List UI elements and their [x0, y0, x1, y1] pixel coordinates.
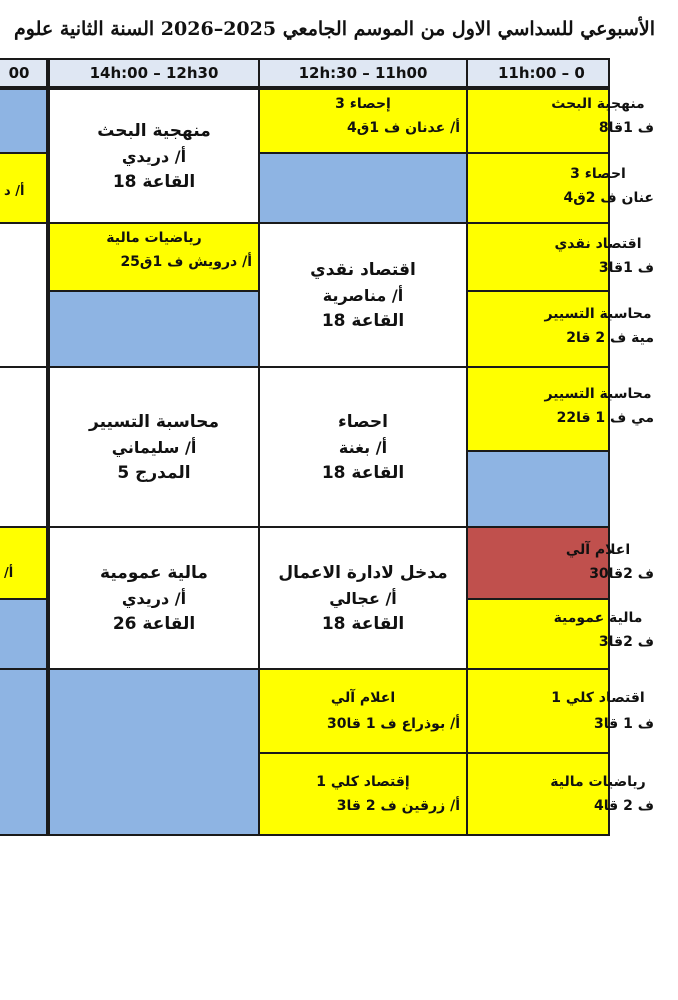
subject-label: رياضيات مالية — [106, 230, 202, 246]
detail-label: أ/ درويش ف 1ق25 — [120, 254, 252, 270]
subject-label: محاسبة التسيير — [89, 411, 219, 432]
detail-label: عنان ف 2ق4 — [563, 190, 654, 206]
slot-business-admin — [258, 526, 468, 670]
subject-label: مالية عمومية — [553, 610, 643, 626]
slot-col0-r1 — [0, 88, 48, 154]
slot-col3-computing — [466, 526, 654, 600]
slot-col0-r3 — [0, 222, 48, 368]
subject-label: منهجية البحث — [551, 96, 645, 112]
slot-public-finance — [48, 526, 260, 670]
subject-label: اعلام آلي — [330, 690, 396, 706]
subject-label: محاسبة التسيير — [544, 306, 652, 322]
slot-col0-r2: أ/ د — [0, 152, 48, 224]
header-col-14h-12h30: 14h:00 – 12h30 — [48, 58, 260, 88]
slot-col3-methodology — [466, 88, 654, 154]
detail-label: ف 2قا3 — [598, 634, 654, 650]
subject-label: احصاء — [338, 411, 388, 432]
header-col-12h30-11h: 12h:30 – 11h00 — [258, 58, 468, 88]
slot-financial-math — [48, 222, 260, 292]
room-label: القاعة 18 — [321, 462, 405, 483]
teacher-label: أ/ سليماني — [111, 437, 197, 457]
detail-label: ف 2 قا4 — [594, 798, 654, 814]
header-col-0: 00 — [0, 58, 48, 88]
subject-label: مدخل لادارة الاعمال — [278, 562, 448, 583]
room-label: القاعة 18 — [321, 310, 405, 331]
slot-col3-financial-math — [466, 752, 654, 836]
teacher-label: أ/ عجالي — [329, 588, 397, 608]
room-label: القاعة 18 — [112, 171, 196, 192]
slot-statistics-3 — [258, 88, 468, 154]
teacher-label: أ/ دريدي — [121, 588, 187, 608]
subject-label: اقتصاد كلي 1 — [551, 690, 645, 706]
room-label: القاعة 18 — [321, 613, 405, 634]
schedule-title — [0, 18, 656, 52]
detail-label: مي ف 1 قا22 — [556, 410, 654, 426]
subject-label: إحصاء 3 — [335, 96, 391, 112]
slot-macroeconomics-1 — [258, 752, 468, 836]
detail-label: ف 2قا30 — [589, 566, 654, 582]
detail-label: أ/ زرقين ف 2 قا3 — [336, 798, 460, 814]
subject-label: احصاء 3 — [570, 166, 626, 182]
subject-label: اعلام آلي — [565, 542, 631, 558]
subject-label: مالية عمومية — [100, 562, 208, 583]
teacher-label: أ/ مناصرية — [322, 285, 404, 305]
detail-label: ف 1 قا3 — [594, 716, 654, 732]
header-col-11h: 11h:00 – 0 — [466, 58, 610, 88]
room-label: المدرج 5 — [117, 462, 191, 483]
slot-col0-r5: أ/ — [0, 526, 48, 600]
slot-col3-monetary — [466, 222, 654, 292]
title-text: الأسبوعي للسداسي الاول من الموسم الجامعي 2025–2026 السنة الثانية علوم — [14, 18, 656, 40]
slot-col3-cost-accounting — [466, 290, 654, 368]
detail-label: أ/ بوذراع ف 1 قا30 — [327, 716, 460, 732]
detail-label: ف 1قا8 — [598, 120, 654, 136]
detail-label: ف 1قا3 — [598, 260, 654, 276]
slot-empty — [48, 668, 260, 836]
room-label: القاعة 26 — [112, 613, 196, 634]
teacher-label: أ/ دريدي — [121, 146, 187, 166]
subject-label: رياضيات مالية — [550, 774, 646, 790]
slot-col3-statistics-3 — [466, 152, 654, 224]
slot-col3-public-finance — [466, 598, 654, 670]
slot-col0-r4 — [0, 366, 48, 528]
teacher-label: أ/ بغنة — [338, 437, 388, 457]
slot-col0-r7 — [0, 668, 48, 836]
slot-cost-accounting — [48, 366, 260, 528]
slot-col0-r6 — [0, 598, 48, 670]
subject-label: محاسبة التسيير — [544, 386, 652, 402]
slot-col3-cost-accounting-2 — [466, 366, 654, 452]
slot-empty — [258, 152, 468, 224]
slot-statistics — [258, 366, 468, 528]
slot-methodology — [48, 88, 260, 224]
slot-col3-macroeconomics — [466, 668, 654, 754]
subject-label: إقتصاد كلي 1 — [316, 774, 410, 790]
slot-monetary-economics — [258, 222, 468, 368]
slot-computing — [258, 668, 468, 754]
slot-empty — [466, 450, 610, 528]
subject-label: اقتصاد نقدي — [554, 236, 642, 252]
subject-label: اقتصاد نقدي — [310, 259, 416, 280]
detail-label: أ/ عدنان ف 1ق4 — [347, 120, 460, 136]
slot-empty — [48, 290, 260, 368]
detail-label: مية ف 2 قا2 — [566, 330, 654, 346]
subject-label: منهجية البحث — [97, 120, 211, 141]
